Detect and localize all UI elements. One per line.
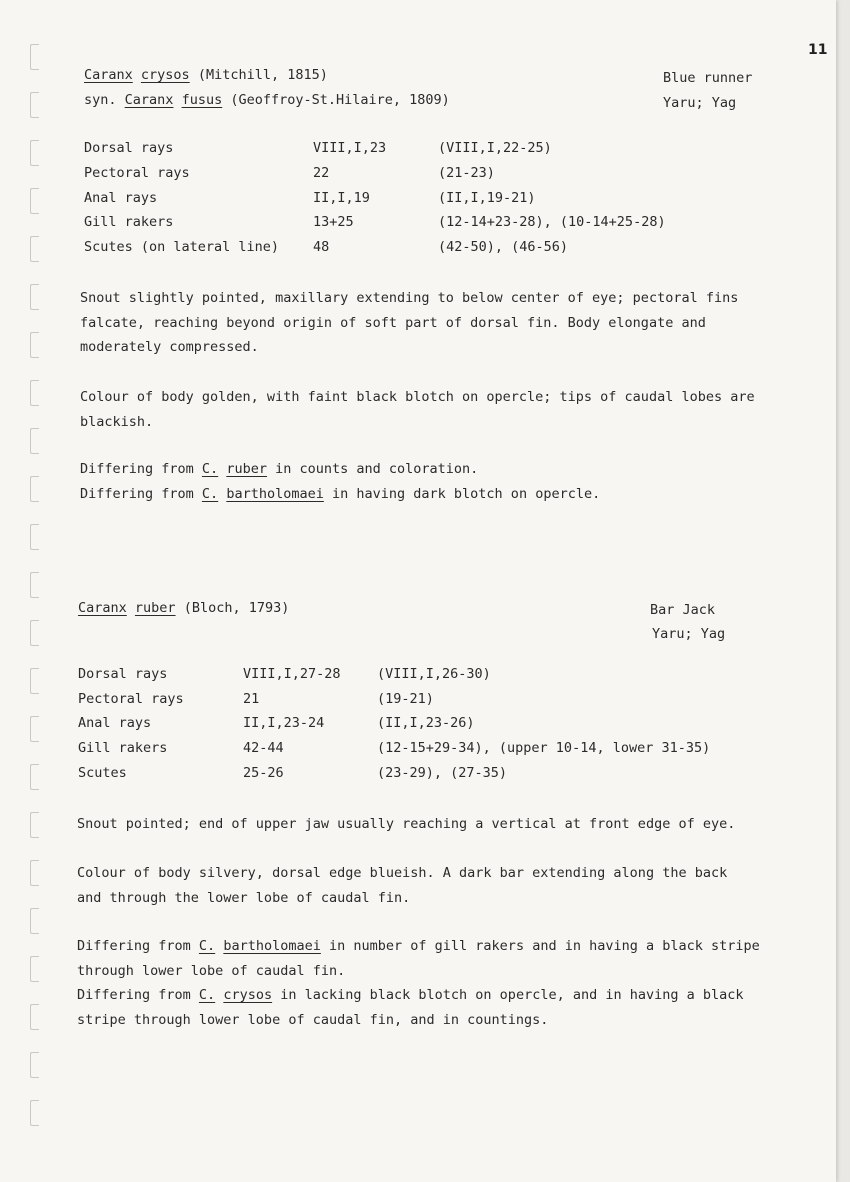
- description-paragraph: [77, 812, 735, 837]
- text-line: and through the lower lobe of caudal fin.: [77, 889, 411, 906]
- text-run: Differing from: [80, 485, 202, 502]
- authority: (Bloch, 1793): [183, 600, 290, 616]
- count-label: Gill rakers: [78, 740, 168, 756]
- text-line: Snout pointed; end of upper jaw usually reaching a vertical at front edge of eye.: [77, 816, 736, 832]
- differences-paragraph: [80, 457, 600, 506]
- text-run: in having dark blotch on opercle.: [323, 485, 601, 502]
- text-line: moderately compressed.: [80, 339, 259, 355]
- species-epithet: bartholomaei: [226, 485, 324, 502]
- species-epithet: ruber: [226, 461, 267, 477]
- species-title: [78, 600, 289, 616]
- count-range: (42-50), (46-56): [438, 239, 569, 255]
- count-label: Gill rakers: [84, 214, 174, 230]
- count-range: (VIII,I,26-30): [377, 666, 491, 682]
- text-line: Colour of body golden, with faint black blotch on opercle; tips of caudal lobes are: [80, 389, 755, 405]
- local-names: Yaru; Yag: [652, 626, 726, 642]
- synonym-authority: (Geoffroy-St.Hilaire, 1809): [230, 92, 450, 108]
- synonym-epithet: fusus: [181, 92, 223, 108]
- colour-paragraph: [77, 861, 727, 910]
- genus-name: Caranx: [84, 67, 133, 83]
- count-label: Anal rays: [84, 190, 158, 206]
- count-value: 48: [313, 239, 330, 255]
- count-label: Dorsal rays: [78, 666, 168, 682]
- spiral-binding-holes: [30, 44, 42, 1154]
- count-label: Pectoral rays: [78, 691, 184, 707]
- text-run: in counts and coloration.: [266, 461, 479, 477]
- text-line: falcate, reaching beyond origin of soft part of dorsal fin. Body elongate and: [80, 314, 706, 331]
- description-paragraph: [80, 286, 738, 360]
- count-value: 42-44: [243, 740, 284, 756]
- count-label: Anal rays: [78, 715, 152, 731]
- text-run: Differing from: [77, 987, 199, 1003]
- species-title: [84, 67, 328, 83]
- species-epithet: ruber: [134, 600, 176, 616]
- text-line: stripe through lower lobe of caudal fin, and in countings.: [77, 1011, 549, 1028]
- species-epithet: bartholomaei: [223, 938, 321, 954]
- text-line: blackish.: [80, 413, 154, 430]
- genus-abbrev: C.: [198, 938, 216, 954]
- count-range: (VIII,I,22-25): [438, 140, 552, 156]
- text-line: Snout slightly pointed, maxillary extending to below center of eye; pectoral fins: [80, 290, 739, 306]
- count-label: Dorsal rays: [84, 140, 174, 156]
- count-value: 21: [243, 691, 260, 707]
- count-label: Scutes (on lateral line): [84, 239, 280, 255]
- count-range: (II,I,23-26): [377, 715, 475, 731]
- count-value: VIII,I,27-28: [243, 666, 341, 682]
- count-value: VIII,I,23: [313, 140, 387, 156]
- difference-line: [80, 457, 600, 482]
- text-run: Differing from: [77, 938, 199, 954]
- differences-paragraph: [77, 934, 760, 1032]
- text-line: Colour of body silvery, dorsal edge blueish. A dark bar extending along the back: [77, 865, 728, 881]
- count-range: (12-14+23-28), (10-14+25-28): [438, 214, 666, 230]
- authority: (Mitchill, 1815): [197, 67, 328, 83]
- colour-paragraph: [80, 385, 755, 434]
- common-name: Bar Jack: [650, 602, 716, 618]
- species-epithet: crysos: [140, 67, 190, 83]
- count-range: (23-29), (27-35): [377, 765, 508, 781]
- genus-abbrev: C.: [198, 987, 216, 1003]
- count-range: (21-23): [438, 165, 495, 181]
- count-value: II,I,19: [313, 190, 370, 206]
- text-line: through lower lobe of caudal fin.: [77, 962, 346, 979]
- count-label: Pectoral rays: [84, 165, 190, 181]
- common-name: Blue runner: [663, 70, 753, 86]
- synonym-genus: Caranx: [124, 92, 174, 108]
- count-value: 22: [313, 165, 330, 181]
- genus-abbrev: C.: [201, 461, 219, 477]
- count-range: (12-15+29-34), (upper 10-14, lower 31-35): [377, 740, 711, 756]
- page-number: 11: [808, 42, 828, 58]
- count-range: (II,I,19-21): [438, 190, 536, 206]
- count-range: (19-21): [377, 691, 434, 707]
- genus-name: Caranx: [78, 600, 127, 616]
- count-value: 25-26: [243, 765, 284, 781]
- text-run: in number of gill rakers and in having a black stripe: [320, 938, 760, 954]
- species-epithet: crysos: [223, 987, 273, 1003]
- difference-line: [77, 983, 760, 1008]
- difference-line: [77, 934, 760, 959]
- count-label: Scutes: [78, 765, 127, 781]
- text-run: Differing from: [80, 461, 202, 477]
- local-names: Yaru; Yag: [663, 95, 737, 111]
- genus-abbrev: C.: [201, 485, 219, 502]
- text-run: in lacking black blotch on opercle, and in having a black: [272, 987, 744, 1003]
- difference-line: [80, 482, 600, 507]
- count-value: 13+25: [313, 214, 354, 230]
- synonym-line: [84, 92, 450, 108]
- count-value: II,I,23-24: [243, 715, 325, 731]
- synonym-prefix: syn.: [84, 92, 117, 108]
